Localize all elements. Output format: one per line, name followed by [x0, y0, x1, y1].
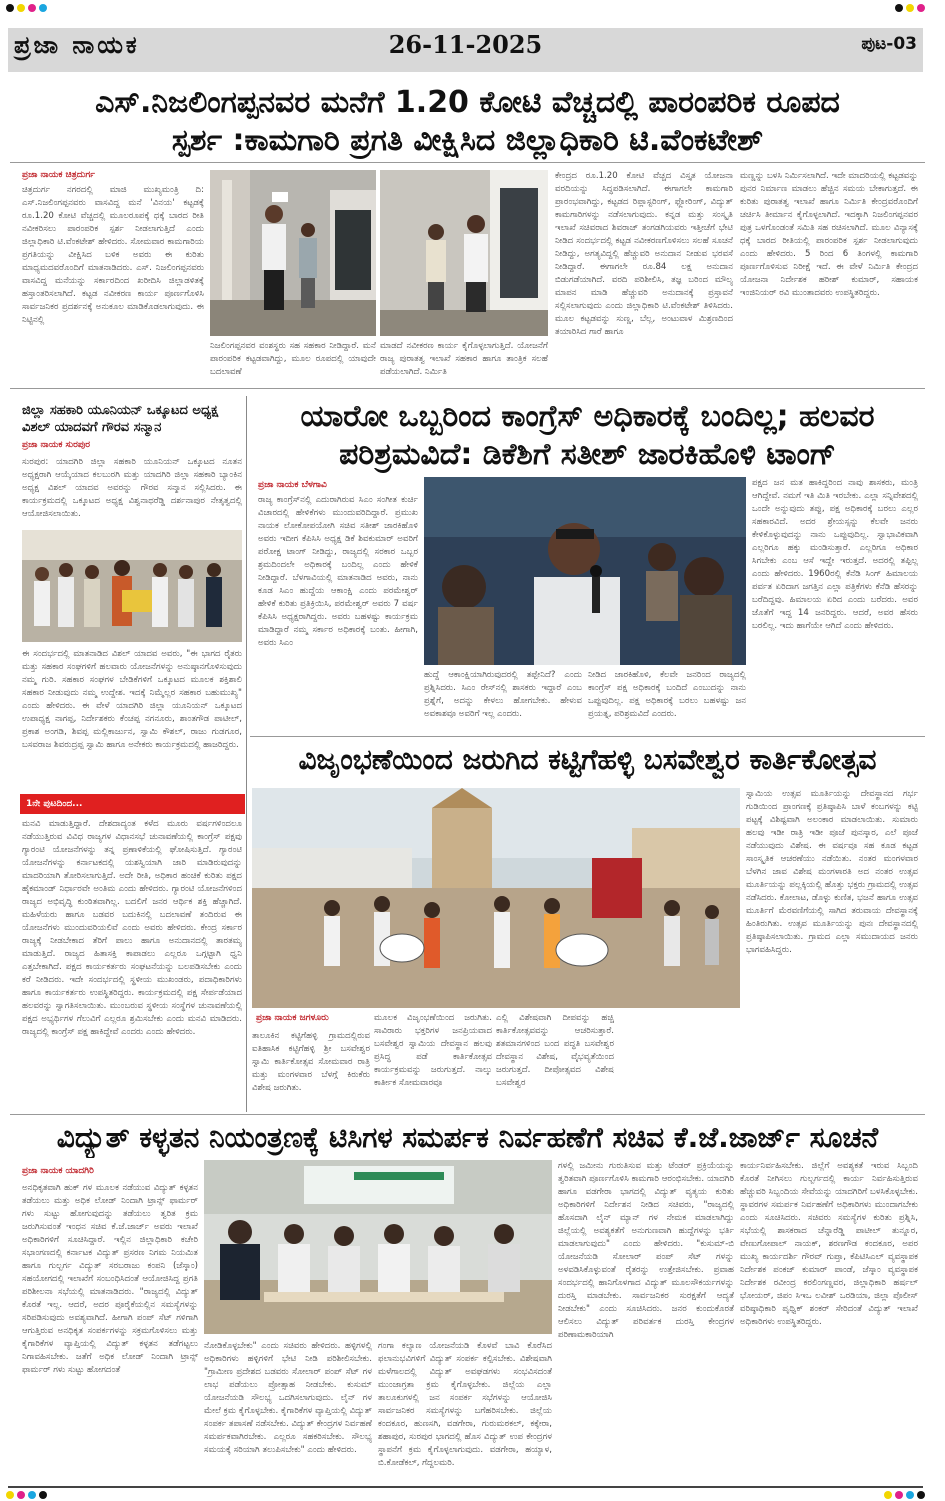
registration-marks-top-left	[6, 4, 47, 12]
story3-column4: ಸ್ವಾಮಿಯ ಉತ್ಸವ ಮೂರ್ತಿಯನ್ನು ದೇವಸ್ಥಾನದ ಗರ್ಭ ಗುಡಿಯಿಂದ ಪ್ರಾಂಗಣಕ್ಕೆ ಪ್ರತಿಷ್ಠಾಪಿಸಿ ಬಾಳೆ ಕಂಬಗಳನ್ನು ಕಟ್ಟಿ ಪಟ್ಟಕ್ಕೆ ವಿಶಿಷ್ಟವಾಗಿ ಅಲಂಕಾರ ಮಾಡಲಾಯಿತು. ಸುಮಾರು ಹಲವು ಇಡೀ ರಾತ್ರಿ ಇಡೀ ಪೂಜೆ ಪುನಸ್ಕಾರ, ಎಲೆ ಪೂಜೆ ನಡೆಯುವುದು ವಿಶೇಷ. ಈ ವರ್ಷವೂ ಸಹ ಕೂಡ ಕಟ್ಟಡ ಸಾಂಸ್ಕೃತಿಕ ಆಚರಣೆಯು ನಡೆಯಿತು. ನಂತರ ಮಂಗಳವಾರ ಬೆಳಗಿನ ಜಾವ ವಿಶೇಷ ಮಂಗಳಾರತಿ ಅದ ನಂತರ ಉತ್ಸವ ಮೂರ್ತಿಯನ್ನು ಪಲ್ಲಕ್ಕಿಯಲ್ಲಿ ಹೊತ್ತು ಭಕ್ತರು ಗ್ರಾಮದಲ್ಲಿ ಉತ್ಸವ ನಡೆಸಿದರು. ಕೋಲಾಟ, ಡೊಳ್ಳು ಕುಣಿತ, ಭಜನೆ ಹಾಗೂ ಉತ್ಸವ ಮೂರ್ತಿಗೆ ಮೆರವಣಿಗೆಯಲ್ಲಿ ಸಾಗಿದ ತರುವಾಯ ದೇವಸ್ಥಾನಕ್ಕೆ ಹಿಂತಿರುಗಿತು. ಉತ್ಸವ ಮೂರ್ತಿಯನ್ನು ಪುನಃ ದೇವಸ್ಥಾನದಲ್ಲಿ ಪ್ರತಿಷ್ಠಾಪಿಸಲಾಯಿತು. ಗ್ರಾಮದ ಎಲ್ಲಾ ಸಮುದಾಯದ ಜನರು ಭಾಗವಹಿಸಿದ್ದರು.	[746, 789, 918, 955]
story3-photo-festival-procession	[252, 788, 740, 1008]
masthead	[8, 28, 923, 72]
continued-box-text: ಮನವಿ ಮಾಡುತ್ತಿದ್ದಾರೆ. ದೇಶದಾದ್ಯಂತ ಕಳೆದ ಮೂರು ವರ್ಷಗಳಿಂದಲೂ ನಡೆಯುತ್ತಿರುವ ವಿವಿಧ ರಾಜ್ಯಗಳ ವಿಧಾನಸಭೆ ಚುನಾವಣೆಯಲ್ಲಿ ಕಾಂಗ್ರೆಸ್ ಪಕ್ಷವು ಗ್ಯಾರಂಟಿ ಯೋಜನೆಗಳನ್ನು ತನ್ನ ಪ್ರಣಾಳಿಕೆಯಲ್ಲಿ ಘೋಷಿಸುತ್ತಿದೆ. ಗ್ಯಾರಂಟಿ ಯೋಜನೆಗಳನ್ನು ಕರ್ನಾಟಕದಲ್ಲಿ ಯಶಸ್ವಿಯಾಗಿ ಜಾರಿ ಮಾಡಿರುವುದನ್ನು ಮಾದರಿಯಾಗಿ ತೋರಿಸಲಾಗುತ್ತಿದೆ. ಅದೇ ರೀತಿ, ಅಧಿಕಾರ ಹಂಚಿಕೆ ಕುರಿತು ಪಕ್ಷದ ಹೈಕಮಾಂಡ್ ನಿರ್ಧಾರವೇ ಅಂತಿಮ ಎಂದು ಹೇಳಿದರು. ಗ್ಯಾರಂಟಿ ಯೋಜನೆಗಳಿಂದ ರಾಜ್ಯದ ಅಭಿವೃದ್ಧಿ ಕುಂಠಿತವಾಗಿಲ್ಲ. ಬದಲಿಗೆ ಜನರ ಆರ್ಥಿಕ ಶಕ್ತಿ ಹೆಚ್ಚಾಗಿದೆ. ಮಹಿಳೆಯರು ಹಾಗೂ ಬಡವರ ಬದುಕಿನಲ್ಲಿ ಬದಲಾವಣೆ ತಂದಿರುವ ಈ ಯೋಜನೆಗಳು ಮುಂದುವರಿಯಲಿವೆ ಎಂದು ಅವರು ಹೇಳಿದರು. ಕೇಂದ್ರ ಸರ್ಕಾರ ರಾಜ್ಯಕ್ಕೆ ನೀಡಬೇಕಾದ ತೆರಿಗೆ ಪಾಲು ಹಾಗೂ ಅನುದಾನದಲ್ಲಿ ತಾರತಮ್ಯ ಮಾಡುತ್ತಿದೆ. ರಾಜ್ಯದ ಹಿತಾಸಕ್ತಿ ಕಾಪಾಡಲು ಎಲ್ಲರೂ ಒಗ್ಗಟ್ಟಾಗಿ ಧ್ವನಿ ಎತ್ತಬೇಕಾಗಿದೆ. ಪಕ್ಷದ ಕಾರ್ಯಕರ್ತರು ಸಂಘಟನೆಯನ್ನು ಬಲಪಡಿಸಬೇಕು ಎಂದು ಕರೆ ನೀಡಿದರು. ಇದೇ ಸಂದರ್ಭದಲ್ಲಿ ಸ್ಥಳೀಯ ಮುಖಂಡರು, ಪದಾಧಿಕಾರಿಗಳು ಹಾಗೂ ಕಾರ್ಯಕರ್ತರು ಉಪಸ್ಥಿತರಿದ್ದರು. ಕಾರ್ಯಕ್ರಮದಲ್ಲಿ ಪಕ್ಷ ಸೇರ್ಪಡೆಯಾದ ಹಲವರನ್ನು ಸ್ವಾಗತಿಸಲಾಯಿತು. ಮುಂಬರುವ ಸ್ಥಳೀಯ ಸಂಸ್ಥೆಗಳ ಚುನಾವಣೆಯಲ್ಲಿ ಪಕ್ಷದ ಅಭ್ಯರ್ಥಿಗಳ ಗೆಲುವಿಗೆ ಎಲ್ಲರೂ ಶ್ರಮಿಸಬೇಕು ಎಂದು ಮನವಿ ಮಾಡಿದರು. ರಾಜ್ಯದಲ್ಲಿ ಕಾಂಗ್ರೆಸ್ ಪಕ್ಷ ಹಾಕಿದ್ದೇವೆ ಎಂದರು ಎಂದು ಹೇಳಿದರು.	[22, 819, 242, 1037]
newspaper-name: ಪ್ರಜಾ ನಾಯಕ	[14, 31, 140, 59]
story4-credit: ಪ್ರಜಾ ನಾಯಕ ಯಾದಗಿರಿ	[22, 1166, 94, 1176]
page-number: ಪುಟ-03	[861, 34, 917, 54]
story4-column5: ಕಾರ್ಯನಿರ್ವಹಿಸಬೇಕು. ಜಿಲ್ಲೆಗೆ ಅವಶ್ಯಕತೆ ಇರುವ ಸಿಬ್ಬಂದಿ ಕೊರತೆ ನೀಗಿಸಲು ಗುಲ್ಬರ್ಗದಲ್ಲಿ ಕಾರ್ಯ ನಿರ್ವಹಿಸುತ್ತಿರುವ ಹೆಚ್ಚುವರಿ ಸಿಬ್ಬಂದಿಯ ಸೇವೆಯನ್ನು ಯಾದಗಿರಿಗೆ ಬಳಸಿಕೊಳ್ಳಬೇಕು. ಸ್ಥಾವರಗಳ ಸಮರ್ಪಕ ನಿರ್ವಹಣೆಗೆ ಅಧಿಕಾರಿಗಳು ಮುಂದಾಗಬೇಕು ಎಂದು ಸೂಚಿಸಿದರು. ಸಚಿವರು ಸಮಸ್ಯೆಗಳ ಕುರಿತು ಪ್ರಶ್ನಿಸಿ, ಸಭೆಯಲ್ಲಿ ಶಾಸಕರಾದ ಚೆನ್ನಾರೆಡ್ಡಿ ಪಾಟೀಲ್ ತುನ್ನೂರ, ವೇಣುಗೋಪಾಲ್ ನಾಯಕ್, ಶರಣಗೌಡ ಕಂದಕೂರ, ಅಪರ ಮುಖ್ಯ ಕಾರ್ಯದರ್ಶಿ ಗೌರವ್ ಗುಪ್ತಾ, ಕೆಪಿಟಿಸಿಎಲ್ ವ್ಯವಸ್ಥಾಪಕ ನಿರ್ದೇಶಕ ಪಂಕಜ್ ಕುಮಾರ್ ಪಾಂಡೆ, ಜೆಸ್ಕಾಂ ವ್ಯವಸ್ಥಾಪಕ ನಿರ್ದೇಶಕ ರವೀಂದ್ರ ಕರಲಿಂಗಣ್ಣವರ, ಜಿಲ್ಲಾಧಿಕಾರಿ ಹರ್ಷಲ್ ಭೋಯರ್, ಜಿಪಂ ಸಿಇಒ ಲವೀಶ್ ಒರಡಿಯಾ, ಜಿಲ್ಲಾ ಪೊಲೀಸ್ ವರಿಷ್ಠಾಧಿಕಾರಿ ಪೃಥ್ವಿಕ್ ಶಂಕರ್ ಸೇರಿದಂತೆ ವಿದ್ಯುತ್ ಇಲಾಖೆ ಅಧಿಕಾರಿಗಳು ಉಪಸ್ಥಿತರಿದ್ದರು.	[740, 1161, 918, 1327]
rule-below-story1	[10, 388, 925, 389]
story2-photo-satish-jarkiholi-speaking	[424, 477, 746, 665]
story1-photo-collector-at-window	[380, 170, 548, 336]
story4-column1: ಅನಧಿಕೃತವಾಗಿ ಹುಕ್ ಗಳ ಮೂಲಕ ನಡೆಯುವ ವಿದ್ಯುತ್ ಕಳ್ಳತನ ತಡೆಯಲು ಮತ್ತು ಅಧಿಕ ಲೋಡ್ ನಿಂದಾಗಿ ಟ್ರಾನ್ಸ್ ಫಾರ್ಮರ್ ಗಳು ಸುಟ್ಟು ಹೋಗುವುದನ್ನು ತಡೆಯಲು ತ್ವರಿತ ಕ್ರಮ ಜರುಗಿಸುವಂತೆ ಇಂಧನ ಸಚಿವ ಕೆ.ಜೆ.ಜಾರ್ಜ್ ಅವರು ಇಲಾಖೆ ಅಧಿಕಾರಿಗಳಿಗೆ ಸೂಚಿಸಿದ್ದಾರೆ. ಇಲ್ಲಿನ ಜಿಲ್ಲಾಧಿಕಾರಿ ಕಚೇರಿ ಸಭಾಂಗಣದಲ್ಲಿ ಕರ್ನಾಟಕ ವಿದ್ಯುತ್ ಪ್ರಸರಣ ನಿಗಮ ನಿಯಮಿತ ಹಾಗೂ ಗುಲ್ಬರ್ಗ ವಿದ್ಯುತ್ ಸರಬರಾಜು ಕಂಪನಿ (ಜೆಸ್ಕಾಂ) ಸಹಯೋಗದಲ್ಲಿ ಇಲಾಖೆಗೆ ಸಂಬಂಧಿಸಿದಂತೆ ಆಯೋಜಿಸಿದ್ದ ಪ್ರಗತಿ ಪರಿಶೀಲನಾ ಸಭೆಯಲ್ಲಿ ಮಾತನಾಡಿದರು. "ರಾಜ್ಯದಲ್ಲಿ ವಿದ್ಯುತ್ ಕೊರತೆ ಇಲ್ಲ. ಆದರೆ, ಅದರ ಪೂರೈಕೆಯಲ್ಲಿನ ಸಮಸ್ಯೆಗಳನ್ನು ಸರಿಪಡಿಸುವುದು ಅವಶ್ಯವಾಗಿದೆ. ಹೀಗಾಗಿ ಪಂಪ್ ಸೆಟ್ ಗಳಿಗಾಗಿ ಆಗುತ್ತಿರುವ ಅನಧಿಕೃತ ಸಂಪರ್ಕಗಳನ್ನು ಸಕ್ರಮಗೊಳಿಸಲು ಮತ್ತು ಕೈಗಾರಿಕೆಗಳ ವ್ಯಾಪ್ತಿಯಲ್ಲಿ ವಿದ್ಯುತ್ ಕಳ್ಳತನ ತಡೆಗಟ್ಟಲು ನಿಗಾವಹಿಸಬೇಕು. ಜತೆಗೆ ಅಧಿಕ ಲೋಡ್ ನಿಂದಾಗಿ ಟ್ರಾನ್ಸ್ ಫಾರ್ಮರ್ ಗಳು ಸುಟ್ಟು ಹೋಗದಂತೆ	[22, 1183, 198, 1375]
story3-column1: ತಾಲೂಕಿನ ಕಟ್ಟಿಗೆಹಳ್ಳಿ ಗ್ರಾಮದಲ್ಲಿರುವ ಐತಿಹಾಸಿಕ ಕಟ್ಟಿಗೆಹಳ್ಳಿ ಶ್ರೀ ಬಸವೇಶ್ವರ ಸ್ವಾಮಿ ಕಾರ್ತಿಕೋತ್ಸವ ಸೋಮವಾರ ರಾತ್ರಿ ಮತ್ತು ಮಂಗಳವಾರ ಬೆಳಗ್ಗೆ ಕಿರುಕೆರು ವಿಶೇಷ ಜರುಗಿತು.	[252, 1031, 370, 1093]
story1-column5: ಮಣ್ಣನ್ನು ಬಳಸಿ ನಿರ್ಮಿಸಲಾಗಿದೆ. ಇದೇ ಮಾದರಿಯಲ್ಲಿ ಕಟ್ಟಡವನ್ನು ಪುನರ ನಿರ್ಮಾಣ ಮಾಡಲು ಹೆಚ್ಚಿನ ಸಮಯ ಬೇಕಾಗುತ್ತದೆ. ಈ ಕುರಿತು ಪುರಾತತ್ವ ಇಲಾಖೆ ಹಾಗೂ ನಿರ್ಮಿತಿ ಕೇಂದ್ರವರೊಂದಿಗೆ ಚರ್ಚಿಸಿ ತೀರ್ಮಾನ ಕೈಗೊಳ್ಳಲಾಗಿದೆ. ಇದಕ್ಕಾಗಿ ನಿಜಲಿಂಗಪ್ಪನವರ ಪುತ್ರ ಒಳಗೊಂಡಂತೆ ಸಮಿತಿ ಸಹ ರಚಿಸಲಾಗಿದೆ. ಮೂಲ ವಿನ್ಯಾಸಕ್ಕೆ ಧಕ್ಕೆ ಬಾರದ ರೀತಿಯಲ್ಲಿ ಪಾರಂಪರಿಕ ಸ್ಪರ್ಶ ನೀಡಲಾಗುವುದು ಎಂದು ಹೇಳಿದರು. 5 ರಿಂದ 6 ತಿಂಗಳಲ್ಲಿ ಕಾಮಗಾರಿ ಪೂರ್ಣಗೊಳಿಸುವ ನಿರೀಕ್ಷೆ ಇದೆ. ಈ ವೇಳೆ ನಿರ್ಮಿತಿ ಕೇಂದ್ರದ ಯೋಜನಾ ನಿರ್ದೇಶಕ ಹರೀಶ್ ಕುಮಾರ್, ಸಹಾಯಕ ಇಂಜಿನಿಯರ್ ರವಿ ಮುಂತಾದವರು ಉಪಸ್ಥಿತರಿದ್ದರು.	[740, 171, 918, 298]
side-box-photo-felicitation	[22, 530, 242, 642]
story3-column2: ಮೂಲಕ ವಿಜೃಂಭಣೆಯಿಂದ ಜರುಗಿತು. ಸಾವಿರಾರು ಭಕ್ತರಿಗಳ ಜನಪ್ರಿಯವಾದ ಬಸವೇಶ್ವರ ಸ್ವಾಮಿಯ ದೇವಸ್ಥಾನ ಹಲವು ಪ್ರಸಿದ್ಧ ಪಡೆ ಕಾರ್ತಿಕೋತ್ಸವ ಕಾರ್ಯಕ್ರಮವನ್ನು ಜರುಗುತ್ತದೆ. ನಾಲ್ಕು ಕಾರ್ತೀಕ ಸೋಮವಾರವೂ	[374, 1013, 492, 1088]
story3-credit: ಪ್ರಜಾ ನಾಯಕ ಜಗಳೂರು	[256, 1013, 329, 1023]
rule-below-story2	[250, 736, 925, 737]
story1-credit: ಪ್ರಜಾ ನಾಯಕ ಚಿತ್ರದುರ್ಗ	[22, 170, 95, 180]
story4-column4: ಗಳಲ್ಲಿ ಜಮೀನು ಗುರುತಿಸುವ ಮತ್ತು ಟೆಂಡರ್ ಪ್ರಕ್ರಿಯೆಯನ್ನು ತ್ವರಿತವಾಗಿ ಪೂರ್ಣಗೊಳಿಸಿ ಕಾಮಗಾರಿ ಆರಂಭಿಸಬೇಕು. ಯಾದಗಿರಿ ಹಾಗೂ ವಡಗೇರಾ ಭಾಗದಲ್ಲಿ ವಿದ್ಯುತ್ ವ್ಯತ್ಯಯ ಕುರಿತು ಅಧಿಕಾರಿಗಳಿಗೆ ನಿರ್ದೇಶನ ನೀಡಿದ ಸಚಿವರು, "ರಾಜ್ಯದಲ್ಲಿ ಹೊಸದಾಗಿ ಲೈನ್ ಮ್ಯಾನ್ ಗಳ ನೇಮಕ ಮಾಡಲಾಗಿದ್ದು ಜಿಲ್ಲೆಯಲ್ಲಿ ಅವಶ್ಯಕತೆಗೆ ಅನುಗುಣವಾಗಿ ಹುದ್ದೆಗಳನ್ನು ಭರ್ತಿ ಮಾಡಲಾಗುವುದು" ಎಂದು ಹೇಳಿದರು. "ಕುಸುಮ್-ಬಿ ಯೋಜನೆಯಡಿ ಸೋಲಾರ್ ಪಂಪ್ ಸೆಟ್ ಗಳನ್ನು ಅಳವಡಿಸಿಕೊಳ್ಳುವಂತೆ ರೈತರನ್ನು ಉತ್ತೇಜಿಸಬೇಕು. ಪ್ರವಾಹ ಸಂದರ್ಭದಲ್ಲಿ ಹಾನಿಗೊಳಗಾದ ವಿದ್ಯುತ್ ಮೂಲಸೌಕರ್ಯಗಳನ್ನು ದುರಸ್ತಿ ಮಾಡಬೇಕು. ಸಾರ್ವಜನಿಕರ ಸುರಕ್ಷತೆಗೆ ಆದ್ಯತೆ ನೀಡಬೇಕು" ಎಂದು ಸೂಚಿಸಿದರು. ಜನರ ಕುಂದುಕೊರತೆ ಆಲಿಸಲು ವಿದ್ಯುತ್ ಪರಿವರ್ತಕ ದುರಸ್ತಿ ಕೇಂದ್ರಗಳ ಪರಿಣಾಮಕಾರಿಯಾಗಿ	[558, 1161, 734, 1340]
side-box-credit: ಪ್ರಜಾ ನಾಯಕ ಸುರಪುರ	[22, 440, 91, 450]
story4-column3: ಗಂಗಾ ಕಲ್ಯಾಣ ಯೋಜನೆಯಡಿ ಕೊಳವೆ ಬಾವಿ ಕೊರೆಸಿದ ಫಲಾನುಭವಿಗಳಿಗೆ ವಿದ್ಯುತ್ ಸಂಪರ್ಕ ಕಲ್ಪಿಸಬೇಕು. ವಿಶೇಷವಾಗಿ ಮಳೆಗಾಲದಲ್ಲಿ ವಿದ್ಯುತ್ ಅವಘಡಗಳು ಸಂಭವಿಸದಂತೆ ಮುಂಜಾಗ್ರತಾ ಕ್ರಮ ಕೈಗೊಳ್ಳಬೇಕು. ಜಿಲ್ಲೆಯ ಎಲ್ಲಾ ತಾಲೂಕುಗಳಲ್ಲಿ ಜನ ಸಂಪರ್ಕ ಸಭೆಗಳನ್ನು ಆಯೋಜಿಸಿ ಸಾರ್ವಜನಿಕರ ಸಮಸ್ಯೆಗಳನ್ನು ಬಗೆಹರಿಸಬೇಕು. ಜಿಲ್ಲೆಯ ಕಂದಕೂರ, ಹುಣಸಗಿ, ವಡಗೇರಾ, ಗುರುಮಠಕಲ್, ಕಕ್ಕೇರಾ, ಶಹಾಪುರ, ಸುರಪುರ ಭಾಗದಲ್ಲಿ ಹೊಸ ವಿದ್ಯುತ್ ಉಪ ಕೇಂದ್ರಗಳ ಸ್ಥಾಪನೆಗೆ ಕ್ರಮ ಕೈಗೊಳ್ಳಲಾಗುವುದು. ವಡಗೇರಾ, ಹಯ್ಯಾಳ, ಬಿ.ಕೋಡೆಕಲ್, ಗೆದ್ದಲಮರಿ.	[378, 1341, 552, 1468]
story1-column2: ನಿಜಲಿಂಗಪ್ಪನವರ ವಂಶಸ್ಥರು ಸಹ ಸಹಕಾರ ನೀಡಿದ್ದಾರೆ. ಮನೆ ಪಾರಂಪರಿಕ ಕಟ್ಟಡವಾಗಿದ್ದು, ಮೂಲ ರೂಪದಲ್ಲಿ ಯಾವುದೇ ಬದಲಾವಣೆ	[210, 341, 376, 377]
story2-column4: ಪಕ್ಷದ ಜನ ಮತ ಹಾಕಿದ್ದರಿಂದ ನಾವು ಶಾಸಕರು, ಮಂತ್ರಿ ಆಗಿದ್ದೇವೆ. ನಮಗೆ ಇತಿ ಮಿತಿ ಇರಬೇಕು. ಎಲ್ಲಾ ಸನ್ನಿವೇಶದಲ್ಲಿ ಒಂದೇ ಅನ್ನುವುದು ತಪ್ಪು, ಪಕ್ಷ ಅಧಿಕಾರಕ್ಕೆ ಬರಲು ಎಲ್ಲರ ಸಹಕಾರವಿದೆ. ಅದರ ಶ್ರೇಯಸ್ಸನ್ನು ಕೆಲವೇ ಜನರು ಕೇಳಿಕೊಳ್ಳುವುದನ್ನು ನಾನು ಒಪ್ಪುವುದಿಲ್ಲ. ಸ್ವಾಭಾವಿಕವಾಗಿ ಎಲ್ಲರಿಗೂ ಹಕ್ಕು ಮಂಡಿಸುತ್ತಾರೆ. ಎಲ್ಲರಿಗೂ ಅಧಿಕಾರ ಸಿಗಬೇಕು ಎಂಬ ಆಸೆ ಇದ್ದೇ ಇರುತ್ತದೆ. ಅದರಲ್ಲಿ ತಪ್ಪಿಲ್ಲ ಎಂದು ಹೇಳಿದರು. 1960ರಲ್ಲಿ ಕೆನೆಡಿ ಸಿಂಗ್ ಹಿಮಾಲಯ ಪರ್ವತ ಏರಿದಾಗ ಜಗತ್ತಿನ ಎಲ್ಲಾ ಪತ್ರಿಕೆಗಳು ಕೆನೆಡಿ ಹೆಸರನ್ನು ಬರೆದಿದ್ದವು. ಹಿಮಾಲಯ ಏರಿದ ಎಂದು ಬರೆದರು. ಅವರ ಜೊತೆಗೆ ಇದ್ದ 14 ಜನರಿದ್ದರು. ಆದರೆ, ಅವರ ಹೆಸರು ಬರಲಿಲ್ಲ. ಇದು ಹಾಗೆಯೇ ಆಗಿದೆ ಎಂದು ಹೇಳಿದರು.	[752, 478, 918, 631]
story2-column3: ನೀಡಿದ ಜಾರಕಿಹೊಳಿ, ಕೆಲವೇ ಜನರಿಂದ ರಾಜ್ಯದಲ್ಲಿ ಕಾಂಗ್ರೆಸ್ ಪಕ್ಷ ಅಧಿಕಾರಕ್ಕೆ ಬಂದಿದೆ ಎಂಬುದನ್ನು ನಾನು ಒಪ್ಪುವುದಿಲ್ಲ. ಪಕ್ಷ ಅಧಿಕಾರಕ್ಕೆ ಬರಲು ಬಹಳಷ್ಟು ಜನ ಪ್ರಯತ್ನ, ಪರಿಶ್ರಮವಿದೆ ಎಂದರು.	[588, 670, 746, 719]
bottom-rule	[8, 1486, 923, 1488]
story2-headline	[250, 398, 925, 474]
story1-column1: ಚಿತ್ರದುರ್ಗ ನಗರದಲ್ಲಿ ಮಾಜಿ ಮುಖ್ಯಮಂತ್ರಿ ದಿ: ಎಸ್.ನಿಜಲಿಂಗಪ್ಪನವರು ವಾಸವಿದ್ದ ಮನೆ 'ವಿನಯ' ಕಟ್ಟಡಕ್ಕೆ ರೂ.1.20 ಕೋಟಿ ವೆಚ್ಚದಲ್ಲಿ ಮೂಲರೂಪಕ್ಕೆ ಧಕ್ಕೆ ಬಾರದ ರೀತಿ ನವೀಕರಿಸಲು ಪಾರಂಪರಿಕ ಸ್ಪರ್ಶ ನೀಡಲಾಗುತ್ತಿದೆ ಎಂದು ಜಿಲ್ಲಾಧಿಕಾರಿ ಟಿ.ವೆಂಕಟೇಶ್ ಹೇಳಿದರು. ಸೋಮವಾರ ಕಾಮಗಾರಿಯ ಪ್ರಗತಿಯನ್ನು ವೀಕ್ಷಿಸಿದ ಬಳಿಕ ಅವರು ಈ ಕುರಿತು ಮಾಧ್ಯಮದವರೊಂದಿಗೆ ಮಾತನಾಡಿದರು. ಎಸ್. ನಿಜಲಿಂಗಪ್ಪನವರು ವಾಸವಿದ್ದ ಮನೆಯನ್ನು ಸರ್ಕಾರದಿಂದ ಖರೀದಿಸಿ ಜಿಲ್ಲಾಡಳಿತಕ್ಕೆ ಹಸ್ತಾಂತರಿಸಲಾಗಿದೆ. ಕಟ್ಟಡ ನವೀಕರಣ ಕಾರ್ಯ ಪೂರ್ಣಗೊಳಿಸಿ ಸಾರ್ವಜನಿಕರ ಪ್ರದರ್ಶನಕ್ಕೆ ಅನುಕೂಲ ಮಾಡಿಕೊಡಲಾಗುವುದು. ಈ ನಿಟ್ಟಿನಲ್ಲಿ	[22, 185, 204, 325]
story1-headline-line2: ಸ್ಪರ್ಶ :ಕಾಮಗಾರಿ ಪ್ರಗತಿ ವೀಕ್ಷಿಸಿದ ಜಿಲ್ಲಾಧಿಕಾರಿ ಟಿ.ವೆಂಕಟೇಶ್	[171, 123, 764, 158]
story1-column4: ಕೇಂದ್ರದ ರೂ.1.20 ಕೋಟಿ ವೆಚ್ಚದ ವಿಸ್ತೃತ ಯೋಜನಾ ವರದಿಯನ್ನು ಸಿದ್ಧಪಡಿಸಲಾಗಿದೆ. ಈಗಾಗಲೇ ಕಾಮಗಾರಿ ಪ್ರಾರಂಭವಾಗಿದ್ದು, ಕಟ್ಟಡದ ರಿಪ್ಲಾಸ್ಟರಿಂಗ್, ಫ್ಲೋರಿಂಗ್, ವಿದ್ಯುತ್ ಕಾಮಗಾರಿಗಳನ್ನು ನಡೆಸಲಾಗುವುದು. ಕನ್ನಡ ಮತ್ತು ಸಂಸ್ಕೃತಿ ಇಲಾಖೆ ಸಚಿವರಾದ ಶಿವರಾಜ್ ತಂಗಡಗಿಯವರು ಇತ್ತೀಚೆಗೆ ಭೇಟಿ ನೀಡಿದ ಸಂದರ್ಭದಲ್ಲಿ ಕಟ್ಟಡ ನವೀಕರಣಗೊಳಿಸಲು ಸಲಹೆ ಸೂಚನೆ ನೀಡಿದ್ದು, ಅಗತ್ಯವಿದ್ದಲ್ಲಿ ಹೆಚ್ಚುವರಿ ಅನುದಾನ ನೀಡುವ ಭರವಸೆ ನೀಡಿದ್ದಾರೆ. ಈಗಾಗಲೇ ರೂ.84 ಲಕ್ಷ ಅನುದಾನ ಬಿಡುಗಡೆಯಾಗಿದೆ. ವರದಿ ಪರಿಶೀಲಿಸಿ, ತಜ್ಞ ಬರಿಂದ ಮೌಲ್ಯ ಮಾಪನ ಮಾಡಿ ಹೆಚ್ಚುವರಿ ಅನುದಾನಕ್ಕೆ ಪ್ರಸ್ತಾವನೆ ಸಲ್ಲಿಸಲಾಗುವುದು ಎಂದು ಜಿಲ್ಲಾಧಿಕಾರಿ ಟಿ.ವೆಂಕಟೇಶ್ ತಿಳಿಸಿದರು. ಮೂಲ ಕಟ್ಟಡವನ್ನು ಸುಣ್ಣ, ಬೆಲ್ಲ, ಅಂಟುವಾಳ ಮಿಶ್ರಣದಿಂದ ತಯಾರಿಸಿದ ಗಾರೆ ಹಾಗೂ	[555, 171, 733, 337]
rule-below-story1-headline	[10, 162, 925, 163]
story1-headline-line1: ಎಸ್.ನಿಜಲಿಂಗಪ್ಪನವರ ಮನೆಗೆ 1.20 ಕೋಟಿ ವೆಚ್ಚದಲ್ಲಿ ಪಾರಂಪರಿಕ ರೂಪದ	[95, 85, 840, 120]
story4-headline: ವಿದ್ಯುತ್ ಕಳ್ಳತನ ನಿಯಂತ್ರಣಕ್ಕೆ ಟಿಸಿಗಳ ಸಮರ್ಪಕ ನಿರ್ವಹಣೆಗೆ ಸಚಿವ ಕೆ.ಜೆ.ಜಾರ್ಜ್ ಸೂಚನೆ	[56, 1121, 879, 1154]
story2-credit: ಪ್ರಜಾ ನಾಯಕ ಬೆಳಗಾವಿ	[258, 480, 327, 490]
story3-column3: ಎಲ್ಲಿ ವಿಶೇಷವಾಗಿ ದೀಪವನ್ನು ಹಚ್ಚಿ ಕಾರ್ತಿಕೋತ್ಸವವನ್ನು ಆಚರಿಸುತ್ತಾರೆ. ಶತಮಾನಗಳಿಂದ ಬಂದ ಪದ್ಧತಿ ಬಸವೇಶ್ವರ ದೇವಸ್ಥಾನ ವಿಶೇಷ, ವೈಭವ್ಯತೆಯಿಂದ ಜರುಗುತ್ತದೆ. ದೀಪೋತ್ಸವದ ವಿಶೇಷ ಬಸವೇಶ್ವರ	[496, 1013, 614, 1088]
rule-below-story3	[10, 1114, 925, 1115]
story2-headline-line2: ಪರಿಶ್ರಮವಿದೆ: ಡಿಕೆಶಿಗೆ ಸತೀಶ್ ಜಾರಕಿಹೊಳಿ ಟಾಂಗ್	[339, 437, 836, 472]
story1-headline	[10, 84, 925, 160]
story1-column3: ಮಾಡದೆ ನವೀಕರಣ ಕಾರ್ಯ ಕೈಗೊಳ್ಳಲಾಗುತ್ತಿದೆ. ಯೋಜನೆಗೆ ರಾಜ್ಯ ಪುರಾತತ್ವ ಇಲಾಖೆ ಸಹಕಾರ ಹಾಗೂ ತಾಂತ್ರಿಕ ಸಲಹೆ ಪಡೆಯಲಾಗಿದೆ. ನಿರ್ಮಿತಿ	[380, 341, 548, 377]
registration-marks-top-right	[895, 4, 925, 12]
left-column-divider	[246, 396, 247, 1112]
side-box-text2: ಈ ಸಂದರ್ಭದಲ್ಲಿ ಮಾತನಾಡಿದ ವಿಶಲ್ ಯಾದವ ಅವರು, "ಈ ಭಾಗದ ರೈತರು ಮತ್ತು ಸಹಕಾರ ಸಂಘಗಳಿಗೆ ಹಲವಾರು ಯೋಜನೆಗಳನ್ನು ಅನುಷ್ಠಾನಗೊಳಿಸುವುದು ನಮ್ಮ ಗುರಿ. ಸಹಕಾರ ಸಂಘಗಳ ಬೇಡಿಕೆಗಳಿಗೆ ಒಕ್ಕೂಟದ ಮೂಲಕ ಶಕ್ತಿಶಾಲಿ ಸಹಕಾರ ನೀಡುವುದು ನಮ್ಮ ಉದ್ದೇಶ. ಇದಕ್ಕೆ ನಿಮ್ಮೆಲ್ಲರ ಸಹಕಾರ ಬಹುಮುಖ್ಯ" ಎಂದು ಹೇಳಿದರು. ಈ ವೇಳೆ ಯಾದಗಿರಿ ಜಿಲ್ಲಾ ಯೂನಿಯನ್ ಒಕ್ಕೂಟದ ಉಪಾಧ್ಯಕ್ಷ ನಾಗಪ್ಪ, ನಿರ್ದೇಶಕರು ಕೆಂಚಪ್ಪ ನಗನೂರು, ಶಾಂತಗೌಡ ಪಾಟೀಲ್, ಪ್ರಕಾಶ ಅಂಗಡಿ, ಶಿವಪ್ಪ ಮಲ್ಲಿಕಾರ್ಜುನ, ಸ್ವಾಮಿ ಕೌಶಲ್, ರಾಜು ಗುಡಗೂರ, ಬಸವರಾಜ ಶಿವರುದ್ರಪ್ಪ ಸ್ವಾಮಿ ಹಾಗೂ ಅನೇಕರು ಕಾರ್ಯಕ್ರಮದಲ್ಲಿ ಹಾಜರಿದ್ದರು.	[22, 649, 242, 750]
story2-headline-line1: ಯಾರೋ ಒಬ್ಬರಿಂದ ಕಾಂಗ್ರೆಸ್ ಅಧಿಕಾರಕ್ಕೆ ಬಂದಿಲ್ಲ; ಹಲವರ	[300, 399, 875, 434]
registration-marks-bottom-right	[884, 1491, 925, 1499]
story1-photo-officials-inspecting-house	[210, 170, 376, 336]
story4-photo-review-meeting	[204, 1160, 552, 1334]
story2-column1: ರಾಜ್ಯ ಕಾಂಗ್ರೆಸ್‌ನಲ್ಲಿ ಎದುರಾಗಿರುವ ಸಿಎಂ ಸಂಗೀತ ಕುರ್ಚಿ ವಿಚಾರದಲ್ಲಿ ಹೇಳಿಕೆಗಳು ಮುಂದುವರಿದಿದ್ದಾರೆ. ಪ್ರಮುಖ ನಾಯಕ ಲೋಕೋಪಯೋಗಿ ಸಚಿವ ಸತೀಶ್ ಜಾರಕಿಹೊಳಿ ಅವರು ಇದೀಗ ಕೆಪಿಸಿಸಿ ಅಧ್ಯಕ್ಷ ಡಿಕೆ ಶಿವಕುಮಾರ್ ಅವರಿಗೆ ಪರೋಕ್ಷ ಟಾಂಗ್ ನೀಡಿದ್ದು, ರಾಜ್ಯದಲ್ಲಿ ಸರಕಾರ ಒಬ್ಬರ ಶ್ರಮದಿಂದಲೇ ಅಧಿಕಾರಕ್ಕೆ ಬಂದಿಲ್ಲ ಎಂದು ಹೇಳಿಕೆ ನೀಡಿದ್ದಾರೆ. ಬೆಳಗಾವಿಯಲ್ಲಿ ಮಾತನಾಡಿದ ಅವರು, ನಾನು ಕೂಡ ಸಿಎಂ ಹುದ್ದೆಯ ಆಕಾಂಕ್ಷಿ ಎಂದು ಪರಮೇಶ್ವರ್ ಹೇಳಿಕೆ ಕುರಿತು ಪ್ರತಿಕ್ರಿಯಿಸಿ, ಪರಮೇಶ್ವರ್ ಅವರು 7 ವರ್ಷ ಕೆಪಿಸಿಸಿ ಅಧ್ಯಕ್ಷರಾಗಿದ್ದರು. ಅವರು ಬಹಳಷ್ಟು ಕಾರ್ಯಕ್ರಮ ಮಾಡಿದ್ದಾರೆ ನಮ್ಮ ಸರ್ಕಾರ ಅಧಿಕಾರಕ್ಕೆ ಬಂತು. ಹೀಗಾಗಿ, ಅವರು ಸಿಎಂ	[258, 495, 418, 648]
issue-date: 26-11-2025	[388, 30, 543, 59]
side-box-headline: ಜಿಲ್ಲಾ ಸಹಕಾರಿ ಯೂನಿಯನ್ ಒಕ್ಕೂಟದ ಅಧ್ಯಕ್ಷ ವಿಶಲ್ ಯಾದವಗೆ ಗೌರವ ಸನ್ಮಾನ	[22, 403, 219, 435]
story4-column2: ನೋಡಿಕೊಳ್ಳಬೇಕು" ಎಂದು ಸಚಿವರು ಹೇಳಿದರು. ಹಳ್ಳಿಗಳಲ್ಲಿ ಅಧಿಕಾರಿಗಳು ಹಳ್ಳಿಗಳಿಗೆ ಭೇಟಿ ನೀಡಿ ಪರಿಶೀಲಿಸಬೇಕು. "ಗ್ರಾಮೀಣ ಪ್ರದೇಶದ ಬಡವರು ಸೋಲಾರ್ ಪಂಪ್ ಸೆಟ್ ಗಳ ಲಾಭ ಪಡೆಯಲು ಪ್ರೋತ್ಸಾಹ ನೀಡಬೇಕು. ಕುಸುಮ್ ಯೋಜನೆಯಡಿ ಸೌಲಭ್ಯ ಒದಗಿಸಲಾಗುವುದು. ಲೈನ್ ಗಳ ಮೇಲೆ ಕ್ರಮ ಕೈಗೊಳ್ಳಬೇಕು. ಕೈಗಾರಿಕೆಗಳ ವ್ಯಾಪ್ತಿಯಲ್ಲಿ ವಿದ್ಯುತ್ ಸಂಪರ್ಕ ತಪಾಸಣೆ ನಡೆಸಬೇಕು. ವಿದ್ಯುತ್ ಕೇಂದ್ರಗಳ ನಿರ್ವಹಣೆ ಸಮರ್ಪಕವಾಗಿರಬೇಕು. ಎಲ್ಲರೂ ಸಹಕರಿಸಬೇಕು. ಸೌಲಭ್ಯ ಸಮಯಕ್ಕೆ ಸರಿಯಾಗಿ ತಲುಪಿಸಬೇಕು" ಎಂದು ಹೇಳಿದರು.	[204, 1341, 372, 1455]
registration-marks-bottom-left	[6, 1491, 47, 1499]
story3-headline: ವಿಜೃಂಭಣೆಯಿಂದ ಜರುಗಿದ ಕಟ್ಟಿಗೆಹಳ್ಳಿ ಬಸವೇಶ್ವರ ಕಾರ್ತಿಕೋತ್ಸವ	[298, 743, 877, 776]
continued-box-label: 1ನೇ ಪುಟದಿಂದ...	[20, 794, 245, 814]
side-box-text1: ಸುರಪುರ: ಯಾದಗಿರಿ ಜಿಲ್ಲಾ ಸಹಕಾರಿ ಯೂನಿಯನ್ ಒಕ್ಕೂಟದ ನೂತನ ಅಧ್ಯಕ್ಷರಾಗಿ ಆಯ್ಕೆಯಾದ ಕಲಬುರಗಿ ಮತ್ತು ಯಾದಗಿರಿ ಜಿಲ್ಲಾ ಸಹಕಾರಿ ಬ್ಯಾಂಕಿನ ಅಧ್ಯಕ್ಷ ವಿಶಲ್ ಯಾದವ ಅವರನ್ನು ಗೌರವ ಸನ್ಮಾನ ಸಲ್ಲಿಸಿದರು. ಈ ಕಾರ್ಯಕ್ರಮದಲ್ಲಿ ಒಕ್ಕೂಟದ ಅಧ್ಯಕ್ಷ ವಿಶ್ವನಾಥರೆಡ್ಡಿ ದರ್ಶನಾಪುರ ನೇತೃತ್ವದಲ್ಲಿ ಆಯೋಜಿಸಲಾಯಿತು.	[22, 457, 242, 519]
story2-column2: ಹುದ್ದೆ ಆಕಾಂಕ್ಷಿಯಾಗಿರುವುದರಲ್ಲಿ ತಪ್ಪೇನಿದೆ? ಎಂದು ಪ್ರಶ್ನಿಸಿದರು. ಸಿಎಂ ರೇಸ್‌ನಲ್ಲಿ ಶಾಸಕರು ಇದ್ದಾರೆ ಎಂಬ ಪ್ರಶ್ನೆಗೆ, ಅದನ್ನು ಕೇಳಲು ಹೋಗಬೇಕು. ಹೇಳುವ ಅವಕಾಶವೂ ಅವರಿಗೆ ಇಲ್ಲ ಎಂದರು.	[424, 670, 582, 719]
